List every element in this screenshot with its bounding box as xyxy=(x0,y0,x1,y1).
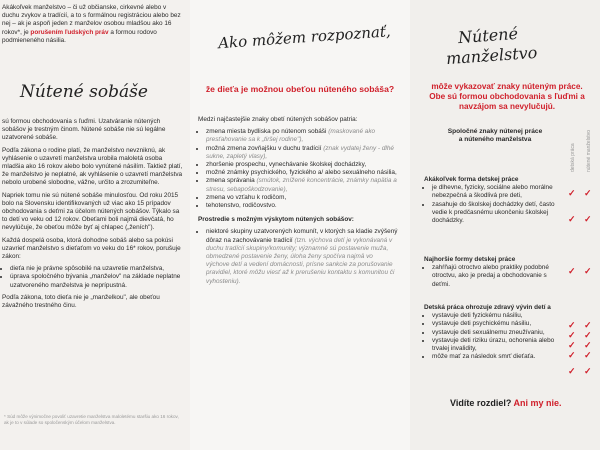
check-mark-icon: ✓ xyxy=(568,188,576,198)
script-title-forced-marriage-2: manželstvo xyxy=(445,42,538,69)
law-bullets xyxy=(2,265,185,290)
left-panel xyxy=(0,0,190,450)
headline-bold: Obe sú formou obchodovania s ľuďmi a navzájom sa nevylučujú. xyxy=(429,92,585,111)
check-mark-icon: ✓ xyxy=(568,330,576,340)
list-item: • vystavuje deti psychickému násiliu, xyxy=(432,320,564,328)
script-title-forced-marriages: Nútené sobáše xyxy=(20,82,148,102)
section-any-form xyxy=(424,176,564,225)
left-body xyxy=(2,118,185,314)
section-threatens xyxy=(424,304,564,361)
paragraph-5: Podľa zákona, toto dieťa nie je „manželkou", ale obeťou závažného trestného činu. xyxy=(2,293,160,310)
right-panel xyxy=(410,0,600,450)
paragraph-4: Každá dospelá osoba, ktorá dohodne sobáš alebo sa pokúsi uzavrieť manželstvo s dieťaťom vo veku do 16* rokov, porušuje zákon: xyxy=(2,236,181,261)
check-mark-icon: ✓ xyxy=(584,266,592,276)
list-item: • niektoré skupiny uzatvorených komunít, v ktorých sa kladie zvýšený dôraz na zachovávanie tradícií (tzn. výchova detí je vykonávaná v duchu tradícií skupiny/komunity; významné sú postavenie muža, obmedzené postavenie ženy, úloha ženy spočíva najmä vo výchove detí a vedení domácnosti, prísne sankcie za porušovanie pravidiel, ktoré môžu viesť až k prerušeniu kontaktu s komunitou či vyhosteniu). xyxy=(206,228,398,285)
check-mark-icon: ✓ xyxy=(568,266,576,276)
list-item: • zahŕňajú otroctvo alebo praktiky podobné otroctvu, ako je predaj a obchodovanie s deťmi. xyxy=(432,264,564,289)
paragraph-2: Podľa zákona o rodine platí, že manželstvo nevzniknú, ak vyhlásenie o uzavretí manželstva urobila maloletá osoba mladšia ako 16 rokov alebo bolo vynútené násilím. Taktiež platí, že manželstvo je neplatné, ak vyhlásenie o uzavretí manželstva nebolo urobené slobodne, vážne, určito a zrozumiteľne. xyxy=(2,146,183,187)
list-item: • vystavuje deti sexuálnemu zneužívaniu, xyxy=(432,329,564,337)
column-label-child-labour: detská práca xyxy=(570,143,576,172)
paragraph-3: Napriek tomu nie sú nútené sobáše minulosťou. Od roku 2015 bolo na Slovensku identifikovaných už viac ako 15 prípadov obchodovania s deťmi za účelom nútených sobášov. Týkalo sa to detí vo veku od 12 rokov. Obeťami boli najmä dievčatá, ho nevylúčuje, že obeťou môže byť aj chlapec („ženích"). xyxy=(2,191,180,232)
section-title: Detská práca ohrozuje zdravý vývin detí a xyxy=(424,304,551,311)
common-signs-title: Spoločné znaky nútenej práce a núteného manželstva xyxy=(447,128,543,144)
section-worst-forms xyxy=(424,256,564,289)
headline-line: môže vykazovať znaky núteným práce. xyxy=(431,82,583,91)
check-mark-icon: ✓ xyxy=(584,320,592,330)
list-item: • dieťa nie je právne spôsobilé na uzavretie manželstva, xyxy=(10,265,185,273)
script-title-forced-marriage-1: Nútené xyxy=(457,23,519,48)
intro-body: Akákoľvek manželstvo – či už občianske, cirkevné alebo v duchu zvykov a tradícií, a to s formálnou registráciou alebo bez nej – ak je aspoň jeden z manželov osobou mladšou ako 16 rokov*, je xyxy=(2,4,181,36)
check-mark-icon: ✓ xyxy=(568,320,576,330)
list-item: • možná zmena zovňajšku v duchu tradícií (znak vydatej ženy - dlhé sukne, zapletý vlasy), xyxy=(206,145,398,161)
check-mark-icon: ✓ xyxy=(568,350,576,360)
list-item: • tehotenstvo, rodičovstvo. xyxy=(206,202,398,210)
environment-list xyxy=(198,228,398,285)
headline-question: že dieťa je možnou obeťou núteného sobáša? xyxy=(205,84,395,94)
intro-end: a formou rodovo podmieneného násilia. xyxy=(2,28,157,44)
list-item: • úprava spoločného bývania „manželov" na základe neplatne uzatvoreného manželstva je neprípustná. xyxy=(10,273,185,289)
list-item: • zhoršenie prospechu, vynechávanie školskej dochádzky, xyxy=(206,161,398,169)
signs-list xyxy=(198,128,398,210)
script-title-recognize: Ako môžem rozpoznať, xyxy=(217,22,392,53)
list-item: • zmena správania (smútok, znížené koncentrácie, známky napätia a stresu, sebapoškodzovanie), xyxy=(206,177,398,193)
check-mark-icon: ✓ xyxy=(568,366,576,376)
list-item: • vystavuje deti fyzickému násiliu, xyxy=(432,312,564,320)
right-headline xyxy=(416,82,598,112)
check-mark-icon: ✓ xyxy=(568,214,576,224)
check-mark-icon: ✓ xyxy=(584,214,592,224)
lead-text: Medzi najčastejšie znaky obetí nútených sobášov patria: xyxy=(198,116,358,123)
check-mark-icon: ✓ xyxy=(584,188,592,198)
check-mark-icon: ✓ xyxy=(584,340,592,350)
list-item: • vystavuje deti riziku úrazu, ochorenia alebo trvalej invalidity, xyxy=(432,337,564,353)
middle-body xyxy=(198,116,398,286)
list-item: • môže mať za následok smrť dieťaťa. xyxy=(432,353,564,361)
list-item: • zasahuje do školskej dochádzky detí, často vedie k predčasnému ukončeniu školskej dochádzky. xyxy=(432,201,564,226)
closing-question: Vidíte rozdiel? xyxy=(450,398,512,408)
footnote: * Súd môže výnimočne povoliť uzavretie manželstva maloletému staršiu ako 16 rokov, ak je to v súlade so spoločenským účelom manželstva. xyxy=(4,414,179,425)
intro-highlight: porušením ľudských práv xyxy=(30,28,109,36)
environment-title: Prostredie s možným výskytom nútených sobášov: xyxy=(198,216,354,224)
list-item: • zmena miesta bydliska po nútenom sobáši (maskované ako presťahovanie sa k „tiršej rodine"), xyxy=(206,128,398,144)
middle-panel xyxy=(190,0,410,450)
check-mark-icon: ✓ xyxy=(568,340,576,350)
paragraph-1: sú formou obchodovania s ľuďmi. Uzatváranie nútených sobášov je trestným činom. Nútené sobáše nie sú legálne uzatvorené sobáše. xyxy=(2,118,166,142)
list-item: • je dlhevne, fyzicky, sociálne alebo morálne nebezpečná a škodlivá pre deti, xyxy=(432,184,564,200)
section-title: Najhoršie formy detskej práce xyxy=(424,256,516,263)
list-item: • možné známky psychického, fyzického a/ alebo sexuálneho násilia, xyxy=(206,169,398,177)
column-label-forced-marriage: nútené manželstvo xyxy=(586,130,592,172)
list-item: • zmena vo vzťahu k rodičom, xyxy=(206,194,398,202)
intro-text xyxy=(2,4,185,45)
check-mark-icon: ✓ xyxy=(584,330,592,340)
check-mark-icon: ✓ xyxy=(584,366,592,376)
closing-statement xyxy=(450,398,562,408)
check-mark-icon: ✓ xyxy=(584,350,592,360)
closing-answer: Ani my nie. xyxy=(513,398,562,408)
section-title: Akákoľvek forma detskej práce xyxy=(424,176,519,183)
